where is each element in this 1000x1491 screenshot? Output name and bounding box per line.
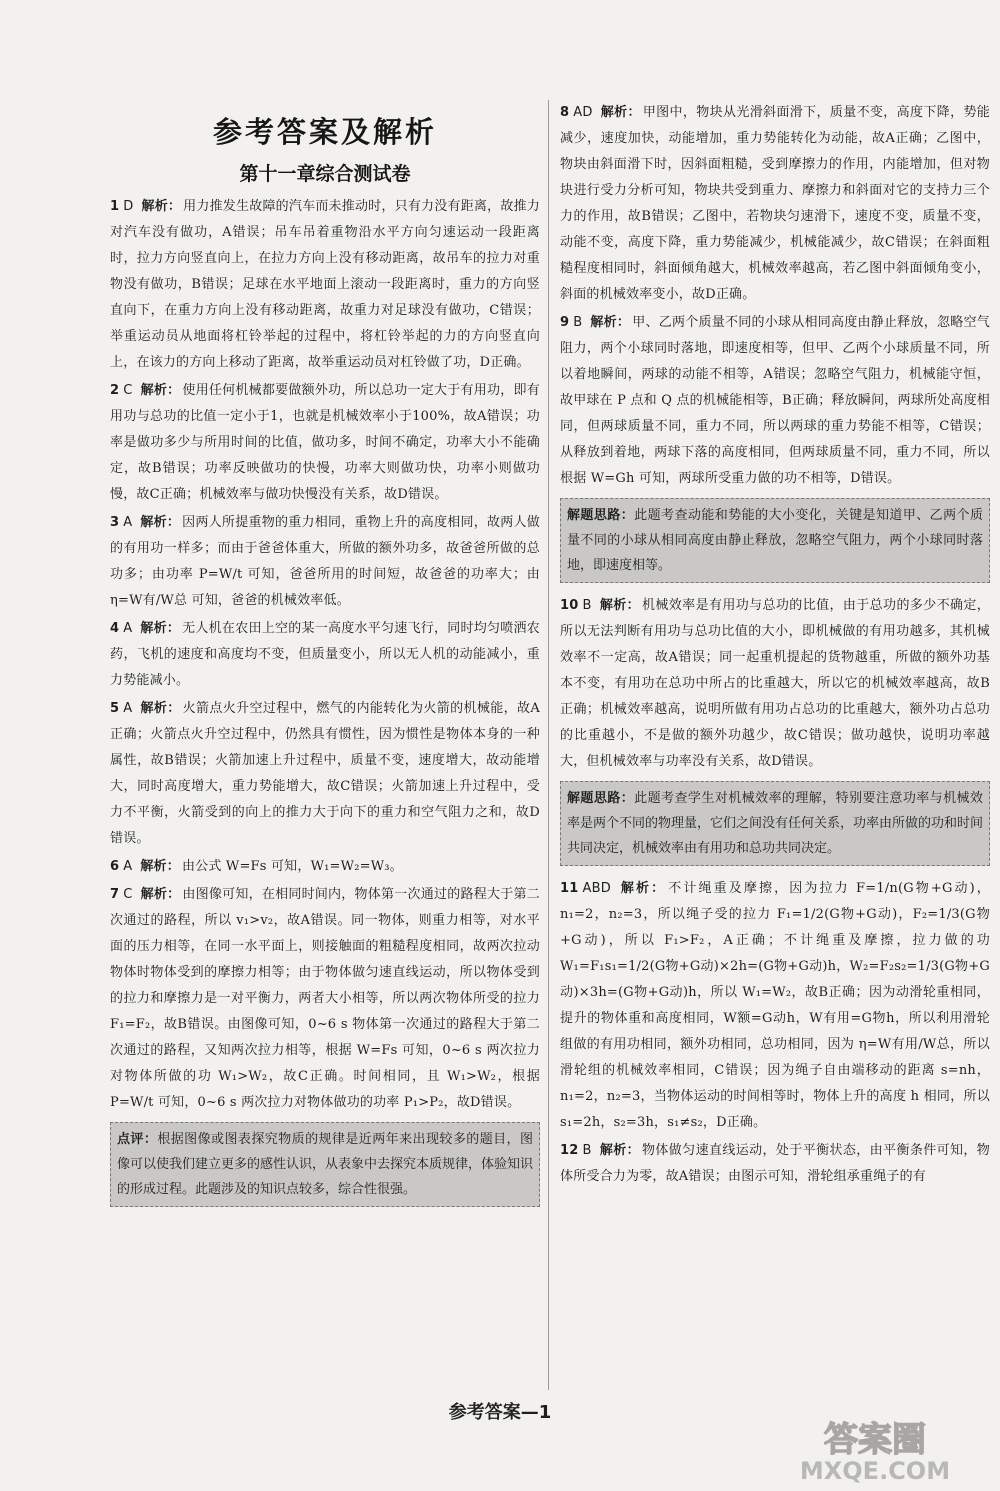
page-footer: 参考答案—1 [448, 1402, 552, 1423]
analysis-text: 物体做匀速直线运动，处于平衡状态，由平衡条件可知，物体所受合力为零，故A错误；由图示可知，滑轮组承重绳子的有 [560, 1143, 990, 1184]
analysis-text: 甲、乙两个质量不同的小球从相同高度由静止释放，忽略空气阻力，两个小球同时落地，即速度相等，但甲、乙两个小球质量不同，所以着地瞬间，两球的动能不相等，A错误；忽略空气阻力，机械能守恒，故甲球在 P 点和 Q 点的机械能相等，B正确；释放瞬间，两球所处高度相同，但两球质量不同，重力不同，所以两球的重力势能不相等，C错误；从释放到着地，两球下落的高度相同，但两球质量不同，重力不同，所以根据 W=Gh 可知，两球所受重力做的功不相等，D错误。 [560, 315, 990, 486]
solution-idea-box [560, 781, 990, 866]
analysis-label: 解析： [599, 598, 640, 613]
analysis-label: 解析： [140, 859, 180, 874]
answer-item [110, 194, 540, 376]
answer-choice: B [573, 315, 583, 330]
answer-item [110, 696, 540, 852]
answer-item [560, 1138, 990, 1190]
answer-choice: A [123, 621, 133, 636]
answer-item [110, 510, 540, 614]
analysis-label: 解析： [141, 199, 182, 214]
answer-item [560, 593, 990, 775]
solution-idea-box [560, 498, 990, 583]
answer-choice: C [123, 383, 133, 398]
analysis-text: 由公式 W=Fs 可知，W₁=W₂=W₃。 [181, 859, 403, 874]
answer-choice: D [123, 199, 134, 214]
solution-idea-text: 此题考查动能和势能的大小变化，关键是知道甲、乙两个质量不同的小球从相同高度由静止释放，忽略空气阻力，两个小球同时落地，即速度相等。 [567, 508, 983, 573]
question-number: 9 [560, 315, 570, 330]
answer-choice: A [123, 515, 133, 530]
page-title: 参考答案及解析 [212, 115, 437, 149]
watermark-title: 答案圈 [824, 1420, 926, 1460]
analysis-label: 解析： [140, 621, 181, 636]
answer-item [110, 882, 540, 1116]
watermark-logo [770, 1415, 980, 1485]
analysis-label: 解析： [590, 315, 631, 330]
question-number: 10 [560, 598, 579, 613]
analysis-text: 使用任何机械都要做额外功，所以总功一定大于有用功，即有用功与总功的比值一定小于1，也就是机械效率小于100%，故A错误；功率是做功多少与所用时间的比值，做功多，时间不确定，功率大小不能确定，故B错误；功率反映做功的快慢，功率大则做功快，功率小则做功慢，故C正确；机械效率与做功快慢没有关系，故D错误。 [110, 383, 540, 502]
analysis-text: 由图像可知，在相同时间内，物体第一次通过的路程大于第二次通过的路程，所以 v₁>v₂，故A错误。同一物体，则重力相等，对水平面的压力相等，在同一水平面上，则接触面的粗糙程度相同，故两次拉动物体时物体受到的摩擦力相等；由于物体做匀速直线运动，所以物体受到的拉力和摩擦力是一对平衡力，两者大小相等，所以两次物体所受的拉力 F₁=F₂，故B错误。由图像可知，0~6 s 物体第一次通过的路程大于第二次通过的路程，又知两次拉力相等，根据 W=Fs 可知，0~6 s 两次拉力对物体所做的功 W₁>W₂，故C正确。时间相同，且 W₁>W₂，根据 P=W/t 可知，0~6 s 两次拉力对物体做功的功率 P₁>P₂，故D错误。 [110, 887, 540, 1110]
analysis-text: 机械效率是有用功与总功的比值，由于总功的多少不确定，所以无法判断有用功与总功比值的大小，即机械做的有用功越多，其机械效率不一定高，故A错误；同一起重机提起的货物越重，所做的额外功基本不变，有用功在总功中所占的比重越大，所以它的机械效率越高，故B正确；机械效率越高，说明所做有用功占总功的比重越大，额外功占总功的比重越小，不是做的额外功越少，故C错误；做功越快，说明功率越大，但机械效率与功率没有关系，故D错误。 [560, 598, 990, 769]
analysis-text: 火箭点火升空过程中，燃气的内能转化为火箭的机械能，故A正确；火箭点火升空过程中，仍然具有惯性，因为惯性是物体本身的一种属性，故B错误；火箭加速上升过程中，质量不变，速度增大，故动能增大，同时高度增大，重力势能增大，故C错误；火箭加速上升过程中，受力不平衡，火箭受到的向上的推力大于向下的重力和空气阻力之和，故D错误。 [110, 701, 540, 846]
column-divider [548, 100, 549, 1390]
question-number: 12 [560, 1143, 579, 1158]
question-number: 4 [110, 621, 120, 636]
analysis-text: 因两人所提重物的重力相同，重物上升的高度相同，故两人做的有用功一样多；而由于爸爸体重大，所做的额外功多，故爸爸所做的总功多；由功率 P=W/t 可知，爸爸所用的时间短，故爸爸的功率大；由 η=W有/W总 可知，爸爸的机械效率低。 [110, 515, 540, 608]
question-number: 7 [110, 887, 120, 902]
comment-text: 根据图像或图表探究物质的规律是近两年来出现较多的题目，图像可以使我们建立更多的感性认识，从表象中去探究本质规律，体验知识的形成过程。此题涉及的知识点较多，综合性很强。 [117, 1132, 534, 1197]
right-column [560, 100, 990, 1192]
question-number: 11 [560, 881, 579, 896]
answer-choice: C [123, 887, 133, 902]
question-number: 1 [110, 199, 120, 214]
comment-box [110, 1122, 540, 1207]
answer-item [560, 876, 990, 1136]
analysis-text: 不计绳重及摩擦，因为拉力 F=1/n(G物+G动)，n₁=2，n₂=3，所以绳子受的拉力 F₁=1/2(G物+G动)，F₂=1/3(G物+G动)，所以 F₁>F₂，A正确；不计绳重及摩擦，拉力做的功 W₁=F₁s₁=1/2(G物+G动)×2h=(G物+G动)h，W₂=F₂s₂=1/3(G物+G动)×3h=(G物+G动)h，所以 W₁=W₂，故B正确；因为动滑轮重相同，提升的物体重和高度相同，W额=G动h，W有用=G物h，所以利用滑轮组做的有用功相同，额外功相同，总功相同，因为 η=W有用/W总，所以滑轮组的机械效率相同，C错误；因为绳子自由端移动的距离 s=nh，n₁=2，n₂=3，当物体运动的时间相等时，物体上升的高度 h 相同，所以 s₁=2h，s₂=3h，s₁≠s₂，D正确。 [560, 881, 990, 1130]
analysis-text: 甲图中，物块从光滑斜面滑下，质量不变，高度下降，势能减少，速度加快，动能增加，重力势能转化为动能，故A正确；乙图中，物块由斜面滑下时，因斜面粗糙，受到摩擦力的作用，内能增加，但对物块进行受力分析可知，物块共受到重力、摩擦力和斜面对它的支持力三个力的作用，故B错误；乙图中，若物块匀速滑下，速度不变，质量不变，动能不变，高度下降，重力势能减少，机械能减少，故C错误；在斜面粗糙程度相同时，斜面倾角越大，机械效率越高，若乙图中斜面倾角变小，斜面的机械效率变小，故D正确。 [560, 105, 990, 302]
watermark-url: MXQE.COM [799, 1457, 951, 1485]
answer-choice: A [123, 701, 133, 716]
analysis-label: 解析： [140, 383, 181, 398]
question-number: 2 [110, 383, 120, 398]
analysis-label: 解析： [600, 105, 641, 120]
comment-label: 点评： [117, 1132, 158, 1147]
answer-item [110, 854, 540, 880]
answer-choice: A [123, 859, 133, 874]
analysis-label: 解析： [140, 701, 181, 716]
analysis-text: 用力推发生故障的汽车而未推动时，只有力没有距离，故推力对汽车没有做功，A错误；吊车吊着重物沿水平方向匀速运动一段距离时，拉力方向竖直向上，在拉力方向上没有移动距离，故吊车的拉力对重物没有做功，B错误；足球在水平地面上滚动一段距离时，重力的方向竖直向下，在重力方向上没有移动距离，故重力对足球没有做功，C错误；举重运动员从地面将杠铃举起的过程中，将杠铃举起的力的方向竖直向上，在该力的方向上移动了距离，故举重运动员对杠铃做了功，D正确。 [110, 199, 540, 370]
analysis-text: 无人机在农田上空的某一高度水平匀速飞行，同时均匀喷洒农药，飞机的速度和高度均不变，但质量变小，所以无人机的动能减小，重力势能减小。 [110, 621, 540, 688]
analysis-label: 解析： [140, 887, 181, 902]
answer-item [560, 310, 990, 492]
answer-choice: AD [573, 105, 593, 120]
analysis-label: 解析： [140, 515, 181, 530]
answer-item [560, 100, 990, 308]
question-number: 6 [110, 859, 120, 874]
answer-item [110, 616, 540, 694]
answer-choice: ABD [582, 881, 611, 896]
question-number: 3 [110, 515, 120, 530]
analysis-label: 解析： [599, 1143, 640, 1158]
section-title: 第十一章综合测试卷 [239, 163, 411, 185]
question-number: 5 [110, 701, 120, 716]
solution-idea-label: 解题思路： [567, 791, 635, 806]
left-column [110, 100, 540, 1217]
solution-idea-text: 此题考查学生对机械效率的理解，特别要注意功率与机械效率是两个不同的物理量，它们之间没有任何关系，功率由所做的功和时间共同决定，机械效率由有用功和总功共同决定。 [567, 791, 984, 856]
answer-item [110, 378, 540, 508]
solution-idea-label: 解题思路： [567, 508, 635, 523]
question-number: 8 [560, 105, 570, 120]
answer-choice: B [582, 598, 592, 613]
analysis-label: 解析： [618, 881, 667, 896]
answer-choice: B [582, 1143, 592, 1158]
